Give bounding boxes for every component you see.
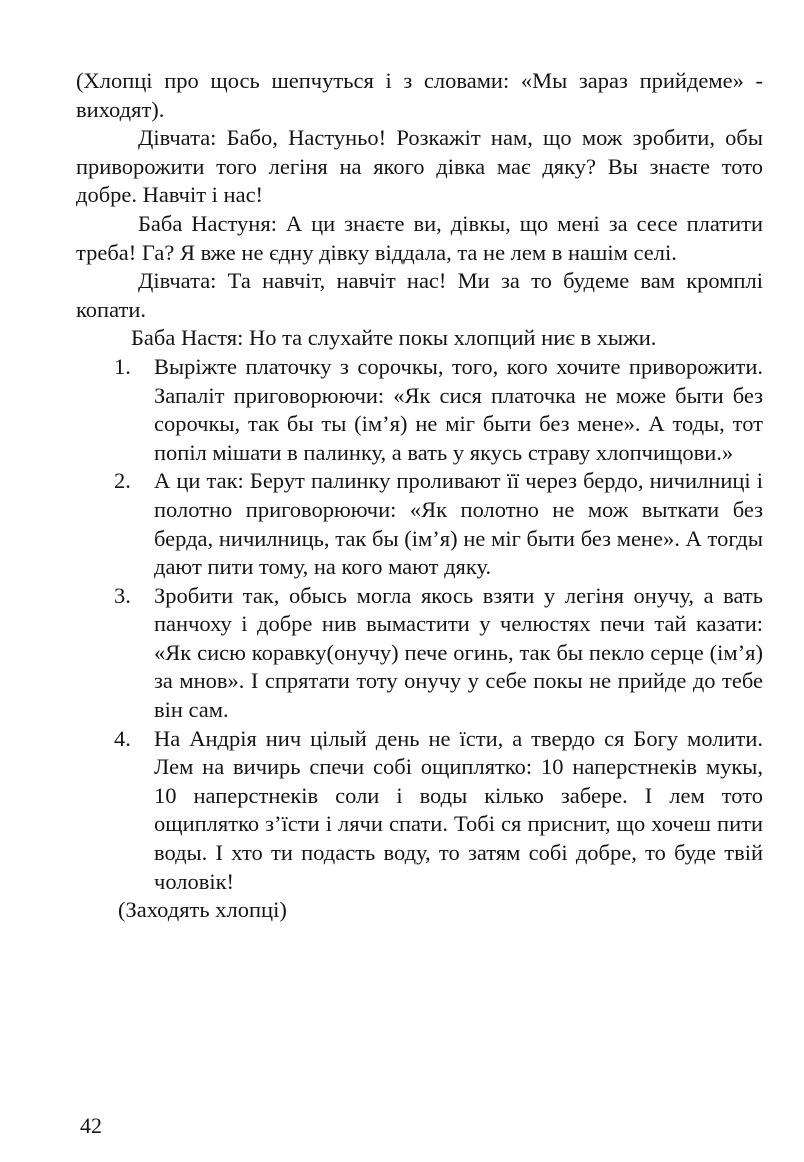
list-item-number: 1.	[114, 353, 131, 379]
list-item	[76, 725, 763, 897]
list-item	[76, 582, 763, 725]
dialogue-paragraph-girls: Дівчата: Бабо, Настуньо! Розкажіт нам, що мож зробити, обы приворожити того легіня на якого дівка має дяку? Вы знаєте тото добре. Навчіт і нас!	[76, 125, 763, 208]
list-item-text: Выріжте платочку з сорочкы, того, кого хочите приворожити. Запаліт приговорюючи: «Як сися платочка не може быти без сорочкы, так бы ты (ім’я) не міг быти без мене». А тоды, тот попіл мішати в палинку, а вать у якусь страву хлопчищови.»	[154, 353, 763, 465]
closing-stage-direction: (Заходять хлопці)	[118, 897, 287, 923]
list-item-number: 4.	[114, 725, 131, 751]
stage-direction-paragraph: (Хлопці про щось шепчуться і з словами: «Мы зараз прийдеме» - виходят).	[76, 68, 763, 122]
page-number: 42	[80, 1113, 102, 1138]
list-item-text: На Андрія нич цілый день не їсти, а твердо ся Богу молити. Лем на вичирь спечи собі ощиплятко: 10 наперстнеків мукы, 10 наперстнеків соли і воды кілько забере. І лем тото ощиплятко з’їсти і лячи спати. Тобі ся приснит, що хочеш пити воды. І хто ти подасть воду, то затям собі добре, то буде твій чоловік!	[154, 725, 763, 894]
document-page	[76, 67, 763, 925]
list-item-number: 2.	[114, 468, 131, 494]
spell-list	[76, 353, 763, 896]
list-item	[76, 353, 763, 467]
dialogue-paragraph-girls-request: Дівчата: Та навчіт, навчіт нас! Ми за то будеме вам кромплі копати.	[76, 268, 763, 322]
list-item-number: 3.	[114, 582, 131, 608]
list-item-text: Зробити так, обысь могла якось взяти у легіня онучу, а вать панчоху і добре нив вымастити у челюстях печи тай казати: «Як сисю коравку(онучу) пече огинь, так бы пекло серце (ім’я) за мнов». І спрятати тоту онучу у себе покы не прийде до тебе він сам.	[154, 582, 763, 723]
dialogue-paragraph-granny: Баба Настуня: А ци знаєте ви, дівкы, що мені за сесе платити треба! Га? Я вже не єдну дівку віддала, та не лем в нашім селі.	[76, 210, 763, 265]
list-item	[76, 467, 763, 581]
list-item-text: А ци так: Берут палинку проливают її через бердо, ничилниці і полотно приговорюючи: «Як полотно не мож выткати без берда, ничилниць, так бы (ім’я) не міг быти без мене». А тогды дают пити тому, на кого мают дяку.	[154, 468, 763, 580]
dialogue-paragraph-granny-listen: Баба Настя: Но та слухайте покы хлопций ниє в хыжи.	[131, 325, 657, 351]
